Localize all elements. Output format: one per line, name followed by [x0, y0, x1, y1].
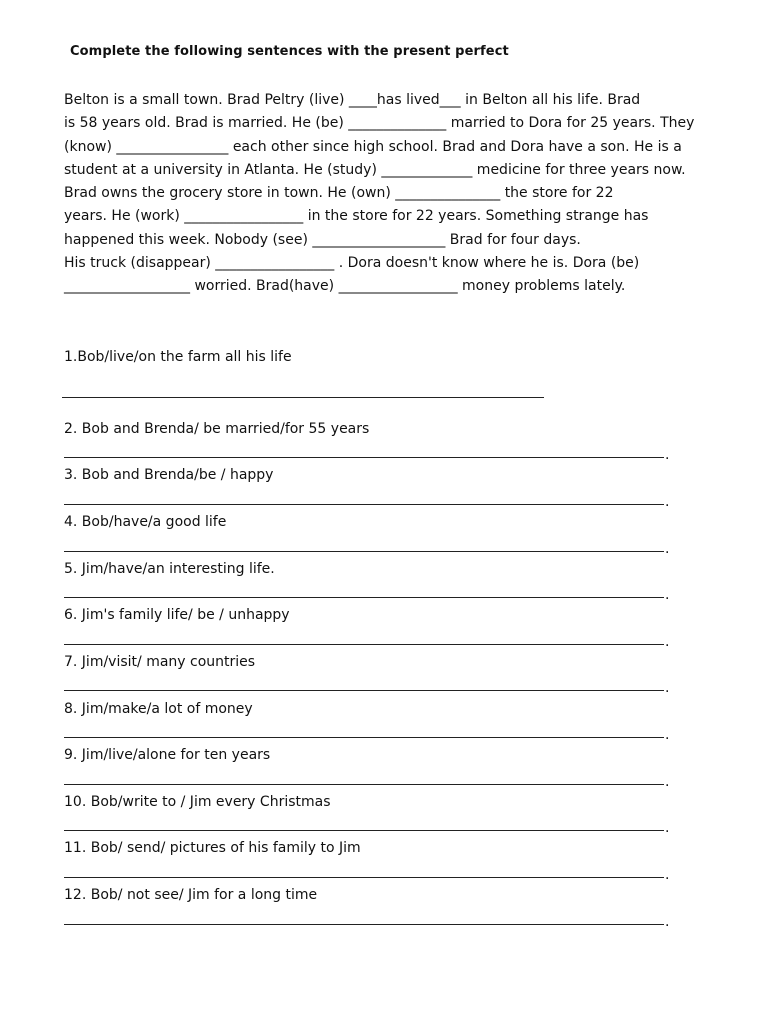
exercise-prompt: 3. Bob and Brenda/be / happy	[64, 467, 274, 483]
answer-end-dot: .	[665, 820, 670, 836]
exercise-prompt: 5. Jim/have/an interesting life.	[64, 561, 275, 577]
paragraph-line: happened this week. Nobody (see) ___________________ Brad for four days.	[64, 231, 581, 248]
answer-line[interactable]	[64, 597, 664, 598]
answer-end-dot: .	[665, 494, 670, 510]
paragraph-line: (know) ________________ each other since high school. Brad and Dora have a son. He is a	[64, 138, 682, 155]
answer-line[interactable]	[64, 924, 664, 925]
exercise-prompt: 6. Jim's family life/ be / unhappy	[64, 607, 290, 623]
answer-line[interactable]	[64, 877, 664, 878]
answer-line[interactable]	[64, 457, 664, 458]
story-paragraph	[64, 89, 754, 299]
exercise-prompt: 7. Jim/visit/ many countries	[64, 654, 256, 670]
answer-end-dot: .	[665, 587, 670, 603]
answer-end-dot: .	[665, 680, 670, 696]
exercise-prompt: 8. Jim/make/a lot of money	[64, 701, 253, 717]
answer-line[interactable]	[64, 504, 664, 505]
answer-line[interactable]	[64, 551, 664, 552]
exercise-prompt: 9. Jim/live/alone for ten years	[64, 747, 271, 763]
exercise-prompt: 11. Bob/ send/ pictures of his family to Jim	[64, 840, 361, 856]
answer-line[interactable]	[64, 737, 664, 738]
answer-end-dot: .	[665, 727, 670, 743]
paragraph-line: Belton is a small town. Brad Peltry (live) ____has lived___ in Belton all his life. Brad	[64, 92, 641, 108]
answer-line[interactable]	[64, 644, 664, 645]
exercise-prompt: 12. Bob/ not see/ Jim for a long time	[64, 887, 318, 903]
answer-line[interactable]	[64, 784, 664, 785]
paragraph-line: is 58 years old. Brad is married. He (be) ______________ married to Dora for 25 years. They	[64, 115, 695, 132]
answer-end-dot: .	[665, 914, 670, 930]
exercise-prompt: 1.Bob/live/on the farm all his life	[64, 349, 292, 365]
paragraph-line: years. He (work) _________________ in the store for 22 years. Something strange has	[64, 208, 649, 225]
answer-line[interactable]	[64, 830, 664, 831]
answer-line[interactable]	[62, 397, 544, 398]
answer-end-dot: .	[665, 541, 670, 557]
exercise-prompt: 2. Bob and Brenda/ be married/for 55 years	[64, 421, 370, 437]
paragraph-line: __________________ worried. Brad(have) _________________ money problems lately.	[64, 278, 626, 295]
answer-end-dot: .	[665, 774, 670, 790]
answer-end-dot: .	[665, 634, 670, 650]
answer-end-dot: .	[665, 867, 670, 883]
exercise-prompt: 10. Bob/write to / Jim every Christmas	[64, 794, 331, 810]
paragraph-line: Brad owns the grocery store in town. He (own) _______________ the store for 22	[64, 185, 614, 202]
answer-line[interactable]	[64, 690, 664, 691]
worksheet-title: Complete the following sentences with the present perfect	[70, 44, 509, 59]
paragraph-line: student at a university in Atlanta. He (study) _____________ medicine for three years now.	[64, 161, 686, 178]
answer-end-dot: .	[665, 447, 670, 463]
exercise-prompt: 4. Bob/have/a good life	[64, 514, 227, 530]
paragraph-line: His truck (disappear) _________________ . Dora doesn't know where he is. Dora (be)	[64, 255, 640, 272]
